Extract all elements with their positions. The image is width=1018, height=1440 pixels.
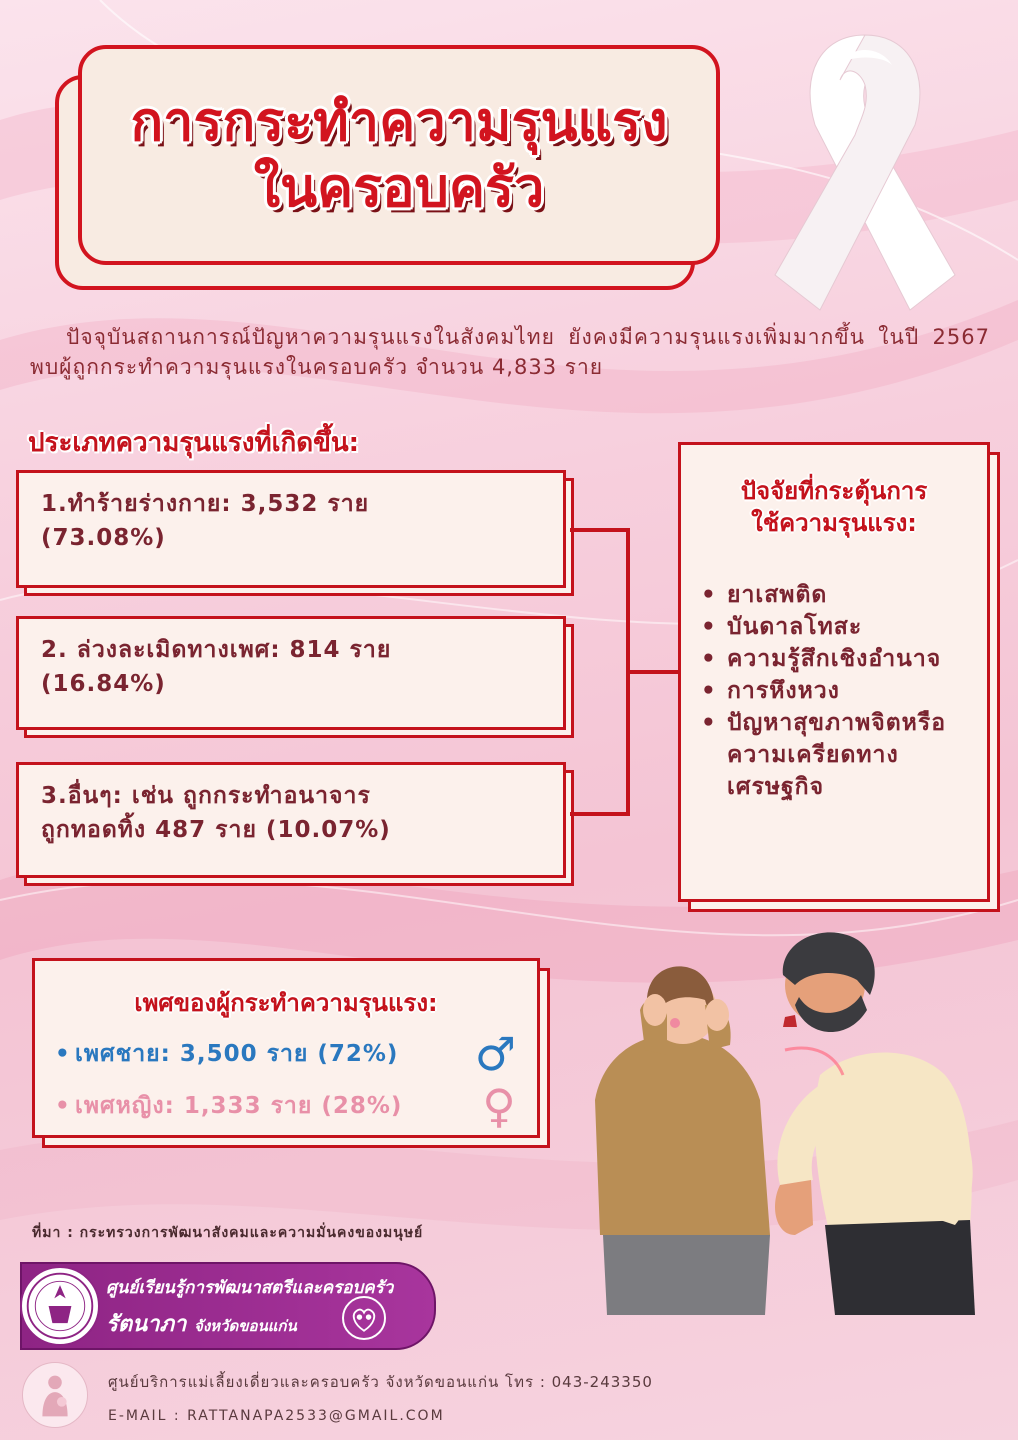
type-3-line1: 3.อื่นๆ: เช่น ถูกกระทำอนาจาร	[41, 783, 371, 809]
factor-item: • ความรู้สึกเชิงอำนาจ	[699, 643, 969, 675]
female-bullet: •	[55, 1093, 71, 1119]
intro-paragraph: ปัจจุบันสถานการณ์ปัญหาความรุนแรงในสังคมไทย ยังคงมีความรุนแรงเพิ่มมากขึ้น ในปี 2567 พบผู้ถูกกระทำความรุนแรงในครอบครัว จำนวน 4,833 ราย	[30, 325, 990, 379]
type-1-line2: (73.08%)	[41, 525, 166, 551]
family-icon	[342, 1296, 386, 1340]
type-box-3	[16, 762, 566, 878]
connector-lines	[560, 528, 680, 818]
female-stat: เพศหญิง: 1,333 ราย (28%)	[75, 1093, 403, 1119]
page-title-line2: ในครอบครัว	[253, 156, 545, 219]
mother-child-logo	[22, 1362, 88, 1428]
footer-email: E-MAIL : RATTANAPA2533@GMAIL.COM	[108, 1408, 445, 1424]
source-note: ที่มา : กระทรวงการพัฒนาสังคมและความมั่นคงของมนุษย์	[32, 1225, 424, 1241]
factor-item: • การหึงหวง	[699, 675, 969, 707]
org-name-line	[106, 1306, 297, 1341]
factor-item: • บันดาลโทสะ	[699, 611, 969, 643]
org-province: จังหวัดขอนแก่น	[194, 1317, 297, 1335]
page-title-line1: การกระทำความรุนแรง	[130, 90, 668, 153]
factors-heading-line1: ปัจจัยที่กระตุ้นการ	[740, 477, 928, 505]
footer-contact: ศูนย์บริการแม่เลี้ยงเดี่ยวและครอบครัว จังหวัดขอนแก่น โทร : 043-243350	[108, 1373, 653, 1391]
gender-female-row	[55, 1079, 517, 1133]
gender-box	[32, 958, 540, 1138]
factors-heading-line2: ใช้ความรุนแรง:	[751, 509, 917, 537]
factors-list	[699, 579, 969, 803]
factor-item: • ยาเสพติด	[699, 579, 969, 611]
factors-box	[678, 442, 990, 902]
female-symbol-icon: ♀	[482, 1079, 517, 1133]
type-box-1	[16, 470, 566, 588]
type-2-line2: (16.84%)	[41, 671, 166, 697]
type-1-line1: 1.ทำร้ายร่างกาย: 3,532 ราย	[41, 491, 370, 517]
couple-argument-illustration	[585, 925, 995, 1315]
types-heading: ประเภทความรุนแรงที่เกิดขึ้น:	[28, 428, 360, 458]
male-symbol-icon: ♂	[474, 1027, 517, 1081]
org-title: ศูนย์เรียนรู้การพัฒนาสตรีและครอบครัว	[106, 1278, 394, 1298]
factor-item: • ปัญหาสุขภาพจิตหรือความเครียดทางเศรษฐกิจ	[699, 707, 969, 803]
org-name: รัตนาภา	[106, 1312, 187, 1337]
male-stat: เพศชาย: 3,500 ราย (72%)	[75, 1041, 399, 1067]
ribbon-icon	[760, 25, 970, 315]
type-3-line2: ถูกทอดทิ้ง 487 ราย (10.07%)	[41, 817, 391, 843]
type-2-line1: 2. ล่วงละเมิดทางเพศ: 814 ราย	[41, 637, 392, 663]
gender-heading: เพศของผู้กระทำความรุนแรง:	[134, 989, 438, 1017]
title-box	[78, 45, 720, 265]
gender-male-row	[55, 1027, 517, 1081]
type-box-2	[16, 616, 566, 730]
government-seal-logo	[20, 1266, 100, 1346]
male-bullet: •	[55, 1041, 71, 1067]
